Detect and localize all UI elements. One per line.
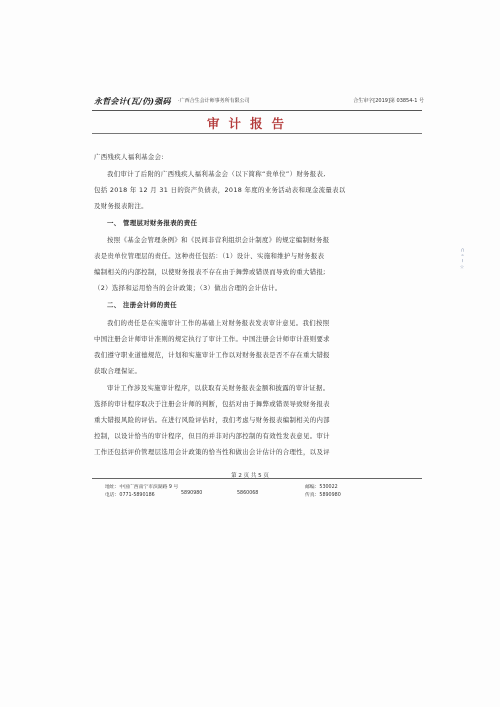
paragraph-line: （2）选择和运用恰当的会计政策；（3）做出合理的会计估计。: [94, 284, 282, 292]
paragraph-line: 工作还包括评价管理层选用会计政策的恰当性和做出会计估计的合理性，以及评: [94, 448, 330, 456]
firm-logo: 永哲会计(瓦/仍)强码: [94, 96, 171, 106]
paragraph-line: 选择的审计程序取决于注册会计师的判断，包括对由于舞弊或错误导致财务报表: [94, 400, 330, 408]
paragraph-line: 包括 2018 年 12 月 31 日的资产负债表，2018 年度的业务活动表和现金流量表以: [94, 186, 346, 194]
footer-phone-2: 5890980: [181, 491, 203, 496]
header-divider: [92, 110, 422, 111]
footer-postcode: 邮编：530022: [305, 485, 338, 490]
paragraph-line: 按照《基金会管理条例》和《民间非营利组织会计制度》的规定编制财务报: [107, 236, 330, 244]
footer-fax: 传真：5890980: [305, 493, 341, 498]
paragraph-line: 审计工作涉及实施审计程序，以获取有关财务报表金额和披露的审计证据。: [107, 384, 330, 392]
paragraph-line: 控制，以设计恰当的审计程序，但目的并非对内部控制的有效性发表意见。审计: [94, 432, 330, 440]
paragraph-line: 中国注册会计师审计准则的规定执行了审计工作。中国注册会计师审计准则要求: [94, 335, 330, 343]
title-divider: [92, 133, 422, 134]
paragraph-line: 及财务报表附注。: [94, 202, 148, 210]
footer-divider: [92, 478, 422, 479]
addressee: 广西残疾人福利基金会:: [94, 153, 164, 161]
paragraph-line: 表是贵单位管理层的责任。这种责任包括：（1）设计、实施和维护与财务报表: [94, 252, 325, 260]
section-heading: 一、 管理层对财务报表的责任: [107, 219, 198, 227]
footer-address: 地址：中国广西南宁市滨湖路 9 号: [105, 485, 179, 490]
paragraph-line: 编制相关的内部控制，以使财务报表不存在由于舞弊或错误而导致的重大错报;: [94, 268, 326, 276]
paragraph-line: 我们审计了后附的广西残疾人福利基金会（以下简称“贵单位”）财务报表,: [107, 170, 326, 178]
margin-stamp: ⊂ ∘ ∼ ☆: [459, 248, 465, 271]
section-heading: 二、 注册会计师的责任: [107, 301, 177, 309]
report-number: 合生审字[2019]第 03854-1 号: [353, 98, 424, 104]
paragraph-line: 我们遵守职业道德规范，计划和实施审计工作以对财务报表是否不存在重大错报: [94, 351, 330, 359]
paragraph-line: 重大错报风险的评估。在进行风险评估时，我们考虑与财务报表编制相关的内部: [94, 416, 330, 424]
paragraph-line: 获取合理保证。: [94, 367, 142, 375]
firm-name: ·广西合生会计师事务所有限公司: [178, 98, 250, 104]
footer-phone-3: 5860068: [237, 491, 259, 496]
letterhead: [94, 96, 424, 108]
page-number: 第 2 页 共 5 页: [231, 473, 269, 479]
page-title: 审计报告: [206, 116, 293, 131]
footer-phone: 电话：0771-5890186: [105, 493, 155, 498]
paragraph-line: 我们的责任是在实施审计工作的基础上对财务报表发表审计意见。我们按照: [107, 319, 330, 327]
